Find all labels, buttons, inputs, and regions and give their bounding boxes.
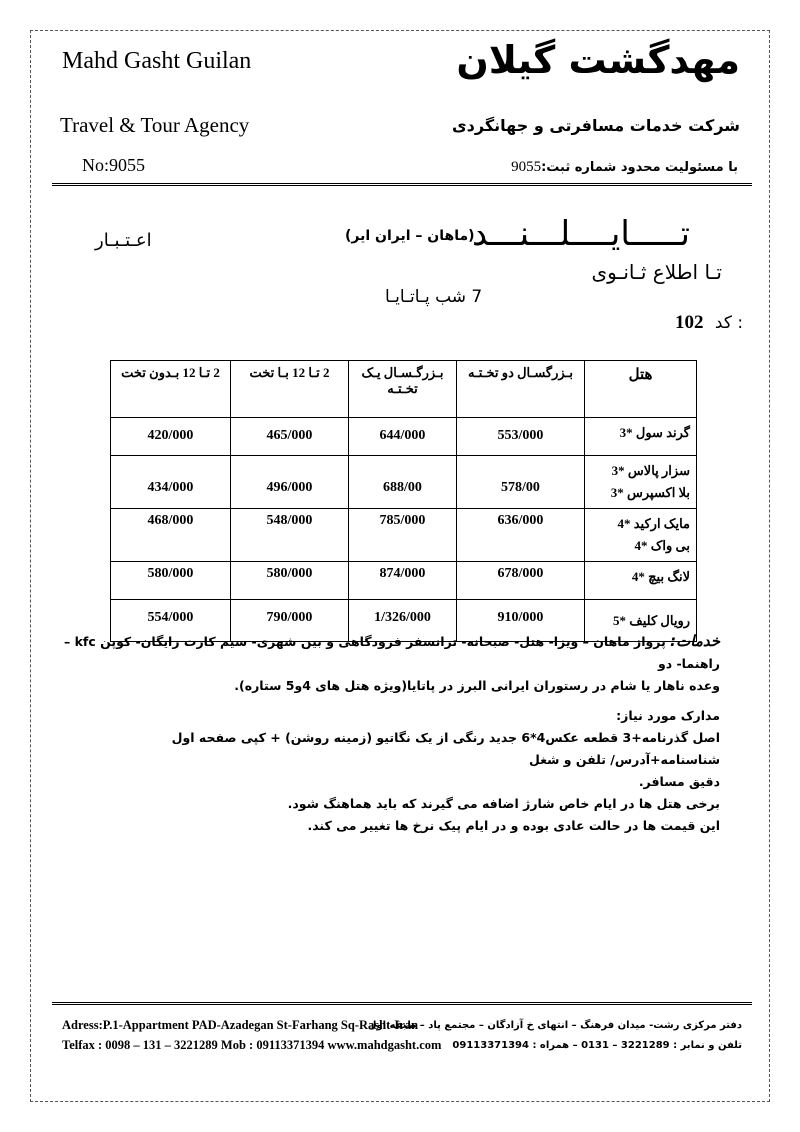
hotel-cell (585, 456, 697, 509)
header-divider (52, 183, 752, 186)
price-child-no-bed: 580/000 (111, 562, 231, 600)
airline-note: (ماهان – ایران ایر) (345, 228, 475, 244)
hotel-name: مایک ارکید *4 (617, 516, 690, 531)
price-child-no-bed: 468/000 (111, 509, 231, 562)
documents-line-1: اصل گذرنامه+3 قطعه عکس4*6 جدید رنگی از یک نگاتیو (زمینه روشن) + کپی صفحه اول شناسنامه+آدرس/ تلفن و شغل (171, 730, 720, 767)
address-fa: دفتر مرکزی رشت- میدان فرهنگ – انتهای خ آزادگان – مجتمع پاد – طبقه اول (367, 1020, 742, 1031)
destination-title: تـــــایــــلـــنـــد (471, 214, 690, 254)
table-header-row (111, 361, 697, 418)
until-notice: تـا اطلاع ثـانـوی (591, 260, 722, 284)
tour-code-value: 102 (675, 312, 704, 333)
price-child-no-bed: 434/000 (111, 456, 231, 509)
company-name-fa: مهدگشت گیلان (456, 38, 740, 82)
header-hotel: هتل (585, 361, 697, 418)
price-adult-double: 578/00 (457, 456, 585, 509)
hotel-cell (585, 562, 697, 600)
services-label: خدمات: (670, 632, 720, 650)
documents-line-2: دقیق مسافر. (638, 774, 720, 789)
hotel-cell (585, 418, 697, 456)
registration-info-fa (511, 159, 738, 176)
price-child-with-bed: 496/000 (231, 456, 349, 509)
header-child-no-bed: 2 تـا 12 بـدون تخت (111, 361, 231, 418)
hotel-cell (585, 509, 697, 562)
documents-title: مدارک مورد نیاز: (616, 708, 720, 723)
hotel-name: گرند سول *3 (619, 425, 690, 440)
hotel-name: سزار پالاس *3 (611, 463, 690, 478)
price-table (110, 360, 697, 642)
tour-code-label: کد : (714, 313, 744, 333)
hotel-name: بی واک *4 (634, 538, 690, 553)
agency-name-en: Travel & Tour Agency (60, 113, 250, 137)
price-child-with-bed: 548/000 (231, 509, 349, 562)
services-line-1 (60, 630, 720, 675)
registration-label-fa: با مسئولیت محدود شماره ثبت: (541, 160, 738, 175)
contact-en: Telfax : 0098 – 131 – 3221289 Mob : 09113371394 www.mahdgasht.com (62, 1038, 442, 1052)
contact-fa: تلفن و نمابر : 3221289 – 0131 – همراه : 09113371394 (452, 1040, 742, 1051)
price-adult-single: 785/000 (349, 509, 457, 562)
footer-divider (52, 1002, 752, 1005)
services-line-2: وعده ناهار یا شام در رستوران ایرانی البرز در پاتایا(ویژه هتل های 4و5 ستاره). (234, 678, 720, 693)
table-row (111, 456, 697, 509)
hotel-name: بلا اکسپرس *3 (610, 485, 690, 500)
header-adult-single: بـزرگـسـال یـک تخـتـه (349, 361, 457, 418)
company-name-en: Mahd Gasht Guilan (62, 48, 252, 74)
note-line-1: برخی هتل ها در ایام خاص شارژ اضافه می گیرند که باید هماهنگ شود. (287, 796, 720, 811)
agency-name-fa: شرکت خدمات مسافرتی و جهانگردی (452, 116, 740, 135)
tour-code (675, 312, 743, 334)
registration-number-en: No:9055 (82, 155, 145, 175)
price-adult-single: 874/000 (349, 562, 457, 600)
table-row (111, 418, 697, 456)
price-adult-single: 688/00 (349, 456, 457, 509)
note-line-2: این قیمت ها در حالت عادی بوده و در ایام پیک نرخ ها تغییر می کند. (307, 818, 720, 833)
price-child-no-bed: 554/000 (111, 600, 231, 642)
validity-label: اعـتـبـار (95, 230, 152, 251)
hotel-name: رویال کلیف *5 (613, 613, 690, 628)
price-child-no-bed: 420/000 (111, 418, 231, 456)
nights-info: 7 شب پـاتـایـا (385, 287, 483, 307)
address-en: Adress:P.1-Appartment PAD-Azadegan St-Farhang Sq-Rasht-Iran (62, 1018, 419, 1032)
price-adult-double: 636/000 (457, 509, 585, 562)
documents-section (60, 705, 720, 837)
price-adult-double: 678/000 (457, 562, 585, 600)
price-adult-single: 1/326/000 (349, 600, 457, 642)
registration-number-fa: 9055 (511, 159, 542, 175)
price-adult-single: 644/000 (349, 418, 457, 456)
hotel-name: لانگ بیچ *4 (631, 569, 690, 584)
price-adult-double: 553/000 (457, 418, 585, 456)
price-child-with-bed: 580/000 (231, 562, 349, 600)
table-row (111, 562, 697, 600)
header-child-with-bed: 2 تـا 12 بـا تخت (231, 361, 349, 418)
services-text-1: پرواز ماهان – ویزا- هتل- صبحانه- ترانسفر فرودگاهی و بین شهری- سیم کارت رایگان- کوپن kfc – راهنما- دو (64, 634, 720, 671)
table-row (111, 509, 697, 562)
price-child-with-bed: 465/000 (231, 418, 349, 456)
services-section (60, 630, 720, 697)
header-adult-double: بـزرگسـال دو تخـتـه (457, 361, 585, 418)
price-child-with-bed: 790/000 (231, 600, 349, 642)
price-adult-double: 910/000 (457, 600, 585, 642)
